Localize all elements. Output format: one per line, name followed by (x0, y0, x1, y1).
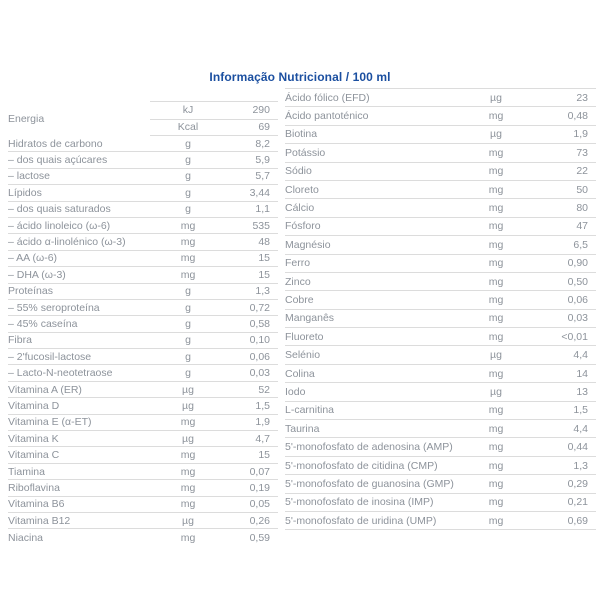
row-label: Fibra (8, 334, 32, 347)
row-label: – ácido α-linolénico (ω-3) (8, 236, 126, 249)
table-row (285, 457, 596, 475)
row-value: 14 (576, 367, 588, 380)
table-row (8, 365, 278, 381)
row-value: 5,9 (255, 154, 270, 167)
left-table-rows (8, 136, 278, 546)
row-unit: mg (180, 481, 196, 494)
row-label: Riboflavina (8, 481, 60, 494)
row-value: 23 (576, 91, 588, 104)
table-row (8, 382, 278, 398)
row-unit: mg (180, 498, 196, 511)
row-label: Potássio (285, 146, 326, 159)
right-table-rows (285, 89, 596, 530)
row-unit: mg (488, 275, 504, 288)
row-value: 0,26 (249, 514, 270, 527)
table-row (8, 480, 278, 496)
row-unit: mg (180, 219, 196, 232)
table-row (285, 236, 596, 254)
row-value: 80 (576, 202, 588, 215)
table-row (8, 497, 278, 513)
row-label: Biotina (285, 128, 318, 141)
row-label: – 55% seroproteína (8, 301, 100, 314)
row-unit: mg (180, 268, 196, 281)
row-unit: kJ (182, 104, 194, 117)
table-row (8, 464, 278, 480)
table-row (8, 513, 278, 529)
row-value: 0,44 (567, 441, 588, 454)
row-value: 0,69 (567, 514, 588, 527)
row-value: 1,1 (255, 203, 270, 216)
table-row (285, 107, 596, 125)
row-value: 0,03 (249, 367, 270, 380)
table-row (8, 136, 278, 152)
row-value: 50 (576, 183, 588, 196)
row-unit: g (185, 186, 191, 199)
row-unit: g (185, 334, 191, 347)
table-row (285, 475, 596, 493)
row-label: Energia (8, 112, 45, 125)
energy-row (8, 101, 278, 136)
nutrition-table-right (285, 88, 596, 530)
row-label: – dos quais açúcares (8, 154, 108, 167)
row-unit: mg (488, 367, 504, 380)
row-value: 22 (576, 165, 588, 178)
row-value: 4,7 (255, 432, 270, 445)
row-label: Lípidos (8, 186, 42, 199)
table-row (8, 169, 278, 185)
row-value: 1,3 (573, 459, 588, 472)
row-unit: mg (488, 146, 504, 159)
row-unit: g (185, 154, 191, 167)
row-unit: mg (488, 496, 504, 509)
row-label: Fósforo (285, 220, 321, 233)
row-label: 5'-monofosfato de citidina (CMP) (285, 459, 438, 472)
row-value: 0,06 (249, 350, 270, 363)
table-row (285, 126, 596, 144)
table-row (8, 529, 278, 545)
row-label: Vitamina A (ER) (8, 383, 82, 396)
row-unit: mg (180, 531, 196, 544)
nutrition-table-left (8, 101, 278, 546)
row-unit: mg (488, 330, 504, 343)
row-value: 8,2 (255, 137, 270, 150)
table-row (8, 267, 278, 283)
table-row (285, 273, 596, 291)
row-unit: µg (182, 399, 194, 412)
row-value: 0,58 (249, 317, 270, 330)
table-row (285, 420, 596, 438)
row-value: 4,4 (573, 422, 588, 435)
row-value: 0,03 (567, 312, 588, 325)
row-unit: g (185, 317, 191, 330)
table-row (285, 438, 596, 456)
row-value: 0,10 (249, 334, 270, 347)
row-value: 1,9 (255, 416, 270, 429)
row-value: 1,5 (255, 399, 270, 412)
row-unit: µg (490, 128, 502, 141)
table-row (8, 300, 278, 316)
row-unit: mg (180, 252, 196, 265)
table-row (8, 152, 278, 168)
row-value: <0,01 (561, 330, 588, 343)
table-row (8, 333, 278, 349)
row-label: Vitamina C (8, 449, 60, 462)
row-value: 0,48 (567, 110, 588, 123)
row-label: Vitamina D (8, 399, 60, 412)
row-value: 1,9 (573, 128, 588, 141)
table-row (8, 284, 278, 300)
row-unit: mg (488, 293, 504, 306)
row-unit: g (185, 367, 191, 380)
row-value: 5,7 (255, 170, 270, 183)
table-row (8, 234, 278, 250)
table-row (285, 383, 596, 401)
row-value: 15 (258, 449, 270, 462)
row-label: Ferro (285, 257, 311, 270)
table-row (285, 89, 596, 107)
row-unit: mg (488, 238, 504, 251)
row-value: 0,21 (567, 496, 588, 509)
row-unit: mg (180, 236, 196, 249)
row-unit: Kcal (177, 121, 199, 134)
table-row (8, 447, 278, 463)
row-unit: mg (180, 449, 196, 462)
row-value: 48 (258, 236, 270, 249)
row-value: 3,44 (249, 186, 270, 199)
row-label: Vitamina B6 (8, 498, 65, 511)
table-row (8, 185, 278, 201)
table-row (285, 163, 596, 181)
row-value: 4,4 (573, 349, 588, 362)
row-unit: µg (182, 514, 194, 527)
row-unit: mg (488, 202, 504, 215)
row-label: 5'-monofosfato de guanosina (GMP) (285, 477, 454, 490)
row-label: Ácido fólico (EFD) (285, 91, 370, 104)
row-label: Tiamina (8, 465, 45, 478)
row-label: Cloreto (285, 183, 319, 196)
row-label: L-carnitina (285, 404, 335, 417)
row-unit: µg (182, 383, 194, 396)
row-unit: mg (488, 459, 504, 472)
table-row (285, 310, 596, 328)
row-value: 0,90 (567, 257, 588, 270)
row-label: 5'-monofosfato de adenosina (AMP) (285, 441, 453, 454)
row-unit: mg (488, 312, 504, 325)
row-value: 47 (576, 220, 588, 233)
row-label: Cobre (285, 293, 314, 306)
row-value: 6,5 (573, 238, 588, 251)
row-label: Magnésio (285, 238, 331, 251)
row-unit: g (185, 350, 191, 363)
row-label: Colina (285, 367, 315, 380)
table-row (8, 398, 278, 414)
row-unit: µg (490, 385, 502, 398)
row-unit: mg (488, 220, 504, 233)
row-label: Cálcio (285, 202, 315, 215)
row-unit: g (185, 301, 191, 314)
row-label: Ácido pantoténico (285, 110, 369, 123)
row-label: – 2'fucosil-lactose (8, 350, 92, 363)
row-unit: mg (488, 183, 504, 196)
row-unit: mg (488, 257, 504, 270)
row-value: 15 (258, 268, 270, 281)
row-label: Hidratos de carbono (8, 137, 103, 150)
table-row (285, 512, 596, 530)
table-row (285, 255, 596, 273)
row-unit: mg (488, 422, 504, 435)
row-label: Iodo (285, 385, 306, 398)
row-label: Manganês (285, 312, 335, 325)
row-label: – dos quais saturados (8, 203, 111, 216)
row-label: 5'-monofosfato de inosina (IMP) (285, 496, 434, 509)
row-value: 1,3 (255, 285, 270, 298)
row-label: Sódio (285, 165, 312, 178)
row-value: 1,5 (573, 404, 588, 417)
row-label: – lactose (8, 170, 51, 183)
table-row (285, 199, 596, 217)
panel-title: Informação Nutricional / 100 ml (209, 70, 391, 84)
energy-sub-row (150, 102, 278, 119)
table-row (8, 202, 278, 218)
row-value: 290 (252, 104, 270, 117)
row-unit: µg (182, 432, 194, 445)
row-unit: mg (488, 477, 504, 490)
row-label: – Lacto-N-neotetraose (8, 367, 113, 380)
row-unit: mg (180, 416, 196, 429)
row-unit: mg (488, 514, 504, 527)
row-value: 0,50 (567, 275, 588, 288)
table-row (285, 291, 596, 309)
row-label: Proteínas (8, 285, 53, 298)
row-label: Vitamina E (α-ET) (8, 416, 92, 429)
row-unit: g (185, 285, 191, 298)
table-row (8, 349, 278, 365)
row-unit: µg (490, 91, 502, 104)
table-row (285, 218, 596, 236)
table-row (285, 402, 596, 420)
row-unit: mg (488, 404, 504, 417)
row-unit: mg (488, 110, 504, 123)
row-value: 0,05 (249, 498, 270, 511)
row-value: 73 (576, 146, 588, 159)
row-label: Fluoreto (285, 330, 324, 343)
row-label: Zinco (285, 275, 311, 288)
row-label: Niacina (8, 531, 44, 544)
row-value: 0,72 (249, 301, 270, 314)
energy-sub-rows (150, 101, 278, 136)
row-value: 0,29 (567, 477, 588, 490)
row-label: – DHA (ω-3) (8, 268, 66, 281)
row-label: Selénio (285, 349, 321, 362)
row-label: – AA (ω-6) (8, 252, 58, 265)
table-row (285, 346, 596, 364)
row-value: 0,59 (249, 531, 270, 544)
row-value: 15 (258, 252, 270, 265)
row-unit: mg (180, 465, 196, 478)
row-label: – ácido linoleico (ω-6) (8, 219, 111, 232)
row-value: 13 (576, 385, 588, 398)
table-row (285, 181, 596, 199)
table-row (8, 251, 278, 267)
table-row (285, 144, 596, 162)
row-value: 69 (258, 121, 270, 134)
table-row (8, 218, 278, 234)
table-row (285, 365, 596, 383)
row-unit: µg (490, 349, 502, 362)
row-value: 0,07 (249, 465, 270, 478)
row-label: Taurina (285, 422, 320, 435)
row-value: 535 (252, 219, 270, 232)
row-unit: g (185, 137, 191, 150)
row-label: – 45% caseína (8, 317, 78, 330)
row-value: 0,06 (567, 293, 588, 306)
row-label: Vitamina B12 (8, 514, 71, 527)
table-row (285, 328, 596, 346)
row-unit: g (185, 203, 191, 216)
row-unit: mg (488, 441, 504, 454)
table-row (285, 494, 596, 512)
table-row (8, 431, 278, 447)
row-label: 5'-monofosfato de uridina (UMP) (285, 514, 437, 527)
energy-sub-row (150, 119, 278, 136)
row-unit: mg (488, 165, 504, 178)
row-value: 52 (258, 383, 270, 396)
row-label: Vitamina K (8, 432, 59, 445)
row-value: 0,19 (249, 481, 270, 494)
row-unit: g (185, 170, 191, 183)
table-row (8, 415, 278, 431)
table-row (8, 316, 278, 332)
